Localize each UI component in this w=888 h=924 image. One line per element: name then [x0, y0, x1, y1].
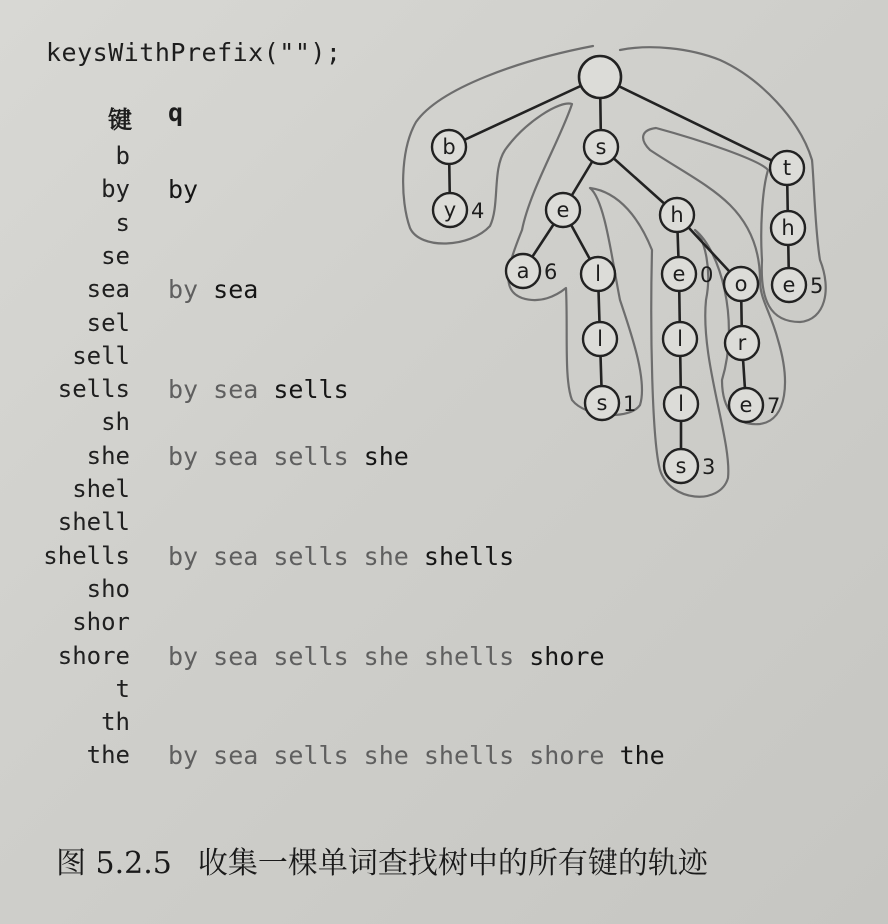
table-row: [0, 406, 760, 439]
queue-separator: [349, 442, 364, 471]
queue-separator: [514, 642, 529, 671]
table-row: [0, 440, 760, 473]
trie-node-char: h: [781, 216, 795, 240]
trie-node-char: l: [597, 327, 603, 351]
trie-node-value: 1: [623, 392, 637, 416]
row-queue: [168, 640, 605, 673]
row-queue: [168, 373, 349, 406]
trie-node-char: e: [556, 198, 570, 222]
row-key: se: [101, 241, 130, 270]
table-row: [0, 307, 760, 340]
queue-new: shells: [423, 541, 515, 571]
queue-separator: [198, 275, 213, 304]
table-row: [0, 140, 760, 173]
row-key: she: [86, 441, 130, 470]
trie-node-char: y: [443, 198, 457, 222]
row-queue: [168, 540, 514, 573]
trie-node-value: 5: [810, 274, 824, 298]
trie-node-char: e: [739, 393, 753, 417]
queue-new: by: [168, 175, 199, 205]
row-key: b: [115, 142, 130, 170]
queue-new: the: [619, 741, 665, 771]
row-key: sel: [86, 308, 130, 337]
row-key: shor: [72, 608, 130, 637]
table-row: [0, 640, 760, 673]
caption-text: 收集一棵单词查找树中的所有键的轨迹: [197, 846, 708, 881]
row-key: shel: [72, 475, 130, 503]
row-key: the: [86, 741, 130, 770]
row-key: shore: [57, 641, 130, 670]
trie-node-char: h: [670, 203, 684, 227]
trie-node-value: 6: [544, 260, 558, 284]
table-row: [0, 573, 760, 606]
queue-separator: [258, 375, 273, 404]
trie-node-value: 7: [767, 394, 781, 418]
trie-node-the: [772, 268, 823, 302]
trie-node-char: l: [678, 392, 684, 416]
queue-new: shore: [529, 641, 605, 671]
queue-separator: [409, 542, 424, 571]
row-key: th: [101, 708, 130, 737]
row-queue: [168, 739, 665, 772]
queue-new: sells: [273, 375, 349, 405]
trie-node-t: [770, 151, 804, 185]
queue-previous: by sea: [168, 375, 259, 405]
trie-node-value: 0: [700, 263, 714, 287]
queue-previous: by: [168, 275, 199, 305]
row-key: t: [115, 674, 130, 703]
trie-node-char: r: [737, 331, 747, 355]
trie-node-char: t: [782, 156, 792, 180]
trie-node-char: e: [672, 262, 686, 286]
table-row: [0, 540, 760, 573]
row-queue: [168, 273, 258, 306]
trie-node-value: 3: [702, 455, 716, 479]
code-call: keysWithPrefix("");: [46, 38, 342, 67]
table-row: [0, 506, 760, 539]
row-key: sells: [57, 375, 130, 404]
trie-node-value: 4: [471, 199, 485, 223]
table-header-key: 键: [108, 106, 132, 134]
table-header-q: q: [168, 98, 184, 127]
table-row: [0, 606, 760, 639]
row-queue: [168, 173, 198, 206]
trie-root-node: [579, 56, 621, 98]
row-key: sho: [86, 574, 130, 603]
queue-previous: by sea sells she shells: [168, 641, 515, 671]
row-key: sea: [86, 275, 130, 304]
queue-previous: by sea sells she shells shore: [168, 741, 605, 771]
figure-caption: [56, 838, 708, 882]
queue-new: sea: [213, 275, 259, 305]
table-row: [0, 340, 760, 373]
table-row: [0, 373, 760, 406]
table-row: [0, 673, 760, 706]
trie-node-char: s: [675, 454, 687, 478]
table-row: [0, 739, 760, 772]
row-key: shell: [57, 508, 130, 537]
table-row: [0, 173, 760, 206]
row-key: s: [115, 208, 130, 237]
trie-node-char: l: [595, 262, 601, 286]
row-key: sell: [72, 341, 130, 370]
queue-new: she: [363, 441, 409, 471]
row-queue: [168, 440, 409, 473]
queue-previous: by sea sells: [168, 441, 349, 471]
trie-node-char: o: [734, 272, 748, 296]
trie-node-char: s: [596, 391, 608, 415]
table-row: [0, 706, 760, 739]
table-row: [0, 473, 760, 506]
trie-node-char: a: [516, 259, 530, 283]
trie-node-char: l: [677, 327, 683, 351]
table-row: [0, 273, 760, 306]
table-row: [0, 207, 760, 240]
queue-separator: [605, 741, 620, 770]
row-key: by: [101, 175, 130, 204]
row-key: sh: [101, 408, 130, 437]
row-key: shells: [43, 541, 130, 570]
caption-number: 图 5.2.5: [56, 846, 172, 881]
table-row: [0, 240, 760, 273]
trie-node-th: [771, 211, 805, 245]
trie-node-char: b: [442, 135, 456, 159]
trie-node-char: e: [782, 273, 796, 297]
queue-previous: by sea sells she: [168, 541, 409, 571]
trie-node-char: s: [595, 135, 607, 159]
